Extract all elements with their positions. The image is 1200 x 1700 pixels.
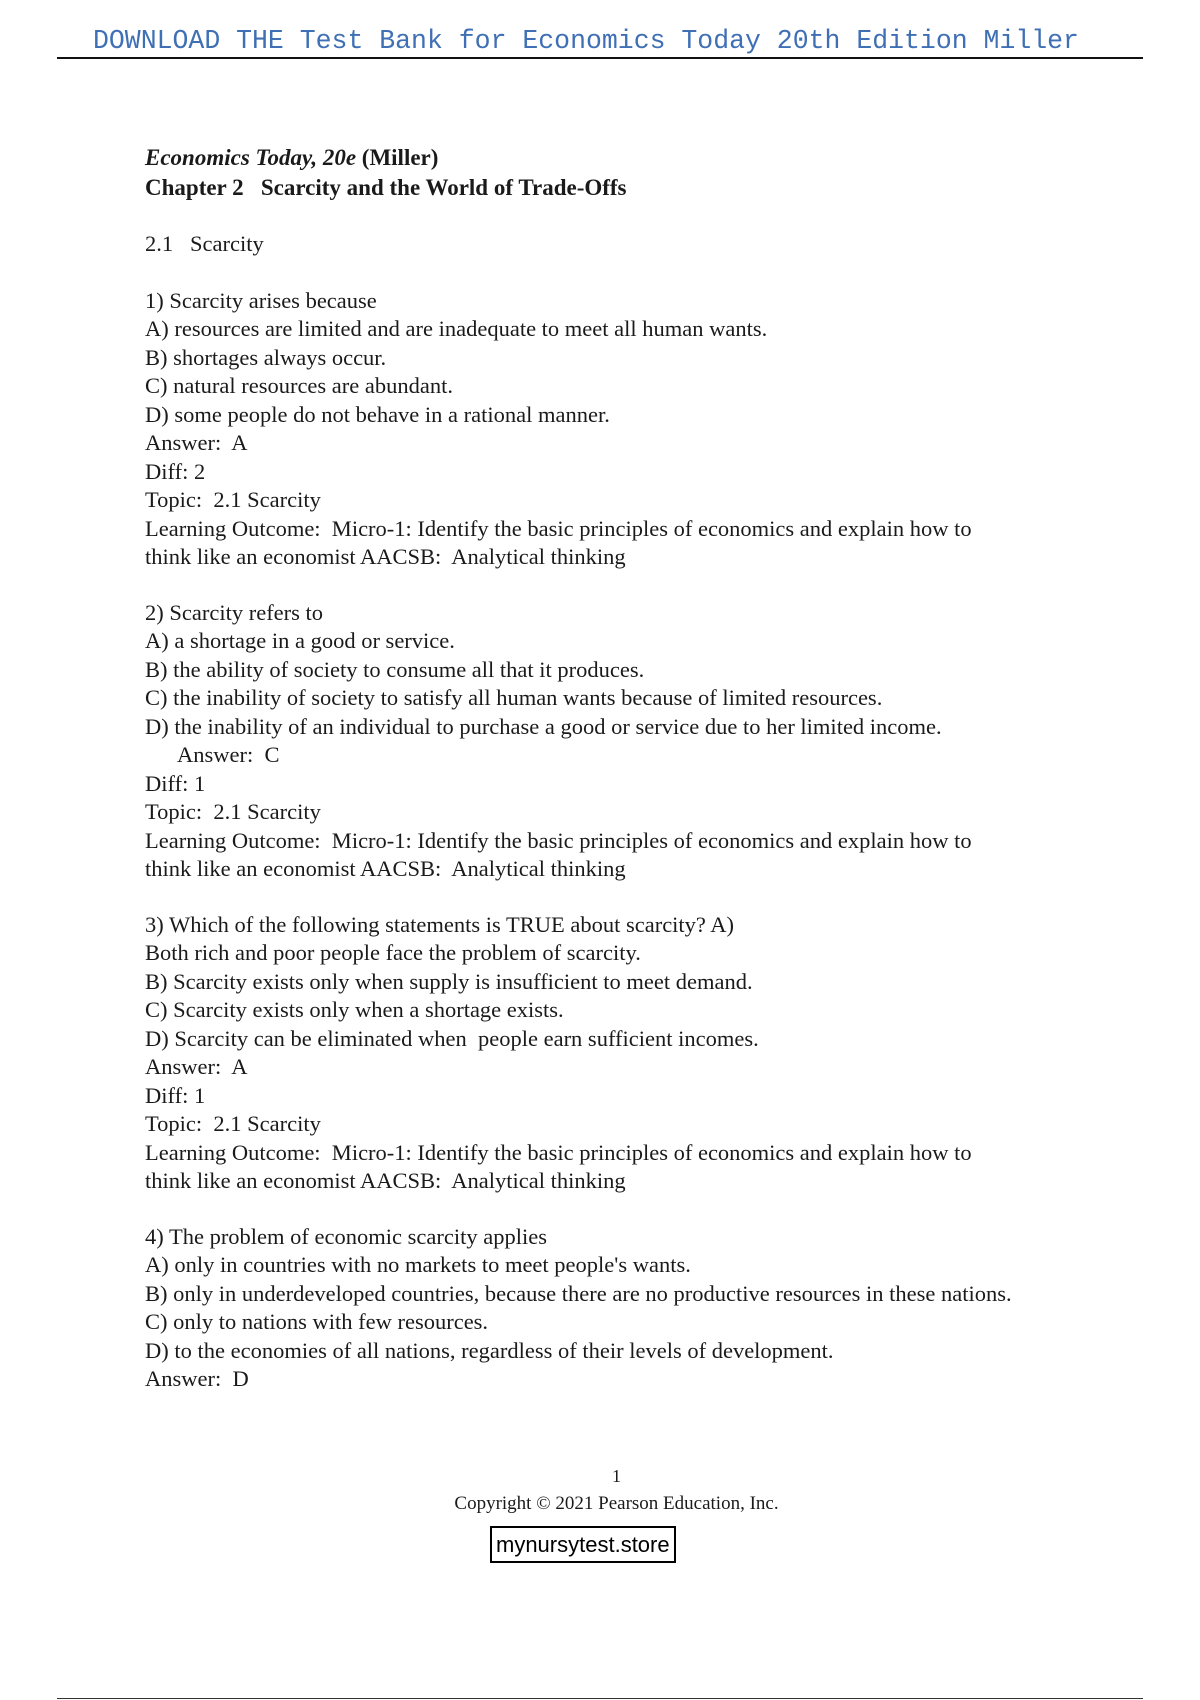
answer: Answer: A xyxy=(145,430,248,455)
topic: Topic: 2.1 Scarcity xyxy=(145,1111,321,1136)
copyright-notice: Copyright © 2021 Pearson Education, Inc. xyxy=(454,1493,779,1514)
option-d: D) the inability of an individual to purchase a good or service due to her limited income. xyxy=(145,713,942,739)
option-c: C) natural resources are abundant. xyxy=(145,373,453,398)
option-b: B) Scarcity exists only when supply is insufficient to meet demand. xyxy=(145,968,753,994)
option-b: B) shortages always occur. xyxy=(145,344,387,370)
option-d: D) Scarcity can be eliminated when people earn sufficient incomes. xyxy=(145,1025,759,1051)
answer: Answer: C xyxy=(177,742,280,767)
document-body xyxy=(145,143,1145,1394)
option-d: D) to the economies of all nations, regardless of their levels of development. xyxy=(145,1337,834,1363)
difficulty: Diff: 2 xyxy=(145,458,206,484)
download-link[interactable]: DOWNLOAD THE Test Bank for Economics Today 20th Edition Miller xyxy=(93,26,1079,56)
option-c: C) only to nations with few resources. xyxy=(145,1309,489,1334)
learning-outcome: Learning Outcome: Micro-1: Identify the basic principles of economics and explain how to xyxy=(145,827,972,853)
option-d: D) some people do not behave in a rational manner. xyxy=(145,401,610,427)
question-stem: 3) Which of the following statements is TRUE about scarcity? A) xyxy=(145,911,735,937)
learning-outcome-cont: think like an economist AACSB: Analytical thinking xyxy=(145,1168,626,1193)
option-c: C) the inability of society to satisfy all human wants because of limited resources. xyxy=(145,685,883,710)
header-rule xyxy=(57,57,1143,59)
option-a: Both rich and poor people face the problem of scarcity. xyxy=(145,940,641,965)
answer: Answer: D xyxy=(145,1366,249,1391)
section-heading: 2.1 Scarcity xyxy=(145,231,264,256)
question-stem: 1) Scarcity arises because xyxy=(145,287,377,313)
chapter-title: Chapter 2 Scarcity and the World of Trade-Offs xyxy=(145,175,627,200)
learning-outcome-cont: think like an economist AACSB: Analytical thinking xyxy=(145,856,626,881)
option-b: B) the ability of society to consume all that it produces. xyxy=(145,656,645,682)
topic: Topic: 2.1 Scarcity xyxy=(145,487,321,512)
question-stem: 4) The problem of economic scarcity applies xyxy=(145,1223,547,1249)
learning-outcome: Learning Outcome: Micro-1: Identify the basic principles of economics and explain how to xyxy=(145,515,972,541)
book-author: (Miller) xyxy=(361,145,439,170)
question-stem: 2) Scarcity refers to xyxy=(145,599,324,625)
question-4 xyxy=(145,1223,1145,1394)
learning-outcome-cont: think like an economist AACSB: Analytical thinking xyxy=(145,544,626,569)
question-2 xyxy=(145,599,1145,884)
footer-rule xyxy=(57,1698,1143,1699)
option-a: A) only in countries with no markets to meet people's wants. xyxy=(145,1252,691,1277)
page-number: 1 xyxy=(612,1466,621,1486)
question-3 xyxy=(145,911,1145,1196)
question-1 xyxy=(145,287,1145,572)
answer: Answer: A xyxy=(145,1054,248,1079)
option-a: A) resources are limited and are inadequate to meet all human wants. xyxy=(145,316,768,341)
option-c: C) Scarcity exists only when a shortage exists. xyxy=(145,997,564,1022)
book-title xyxy=(145,143,1145,173)
topic: Topic: 2.1 Scarcity xyxy=(145,799,321,824)
book-title-italic: Economics Today, 20e xyxy=(145,145,357,170)
site-stamp[interactable]: mynursytest.store xyxy=(490,1526,676,1563)
option-a: A) a shortage in a good or service. xyxy=(145,628,455,653)
learning-outcome: Learning Outcome: Micro-1: Identify the basic principles of economics and explain how to xyxy=(145,1139,972,1165)
difficulty: Diff: 1 xyxy=(145,1082,206,1108)
difficulty: Diff: 1 xyxy=(145,770,206,796)
option-b: B) only in underdeveloped countries, because there are no productive resources in these nations. xyxy=(145,1280,1012,1306)
